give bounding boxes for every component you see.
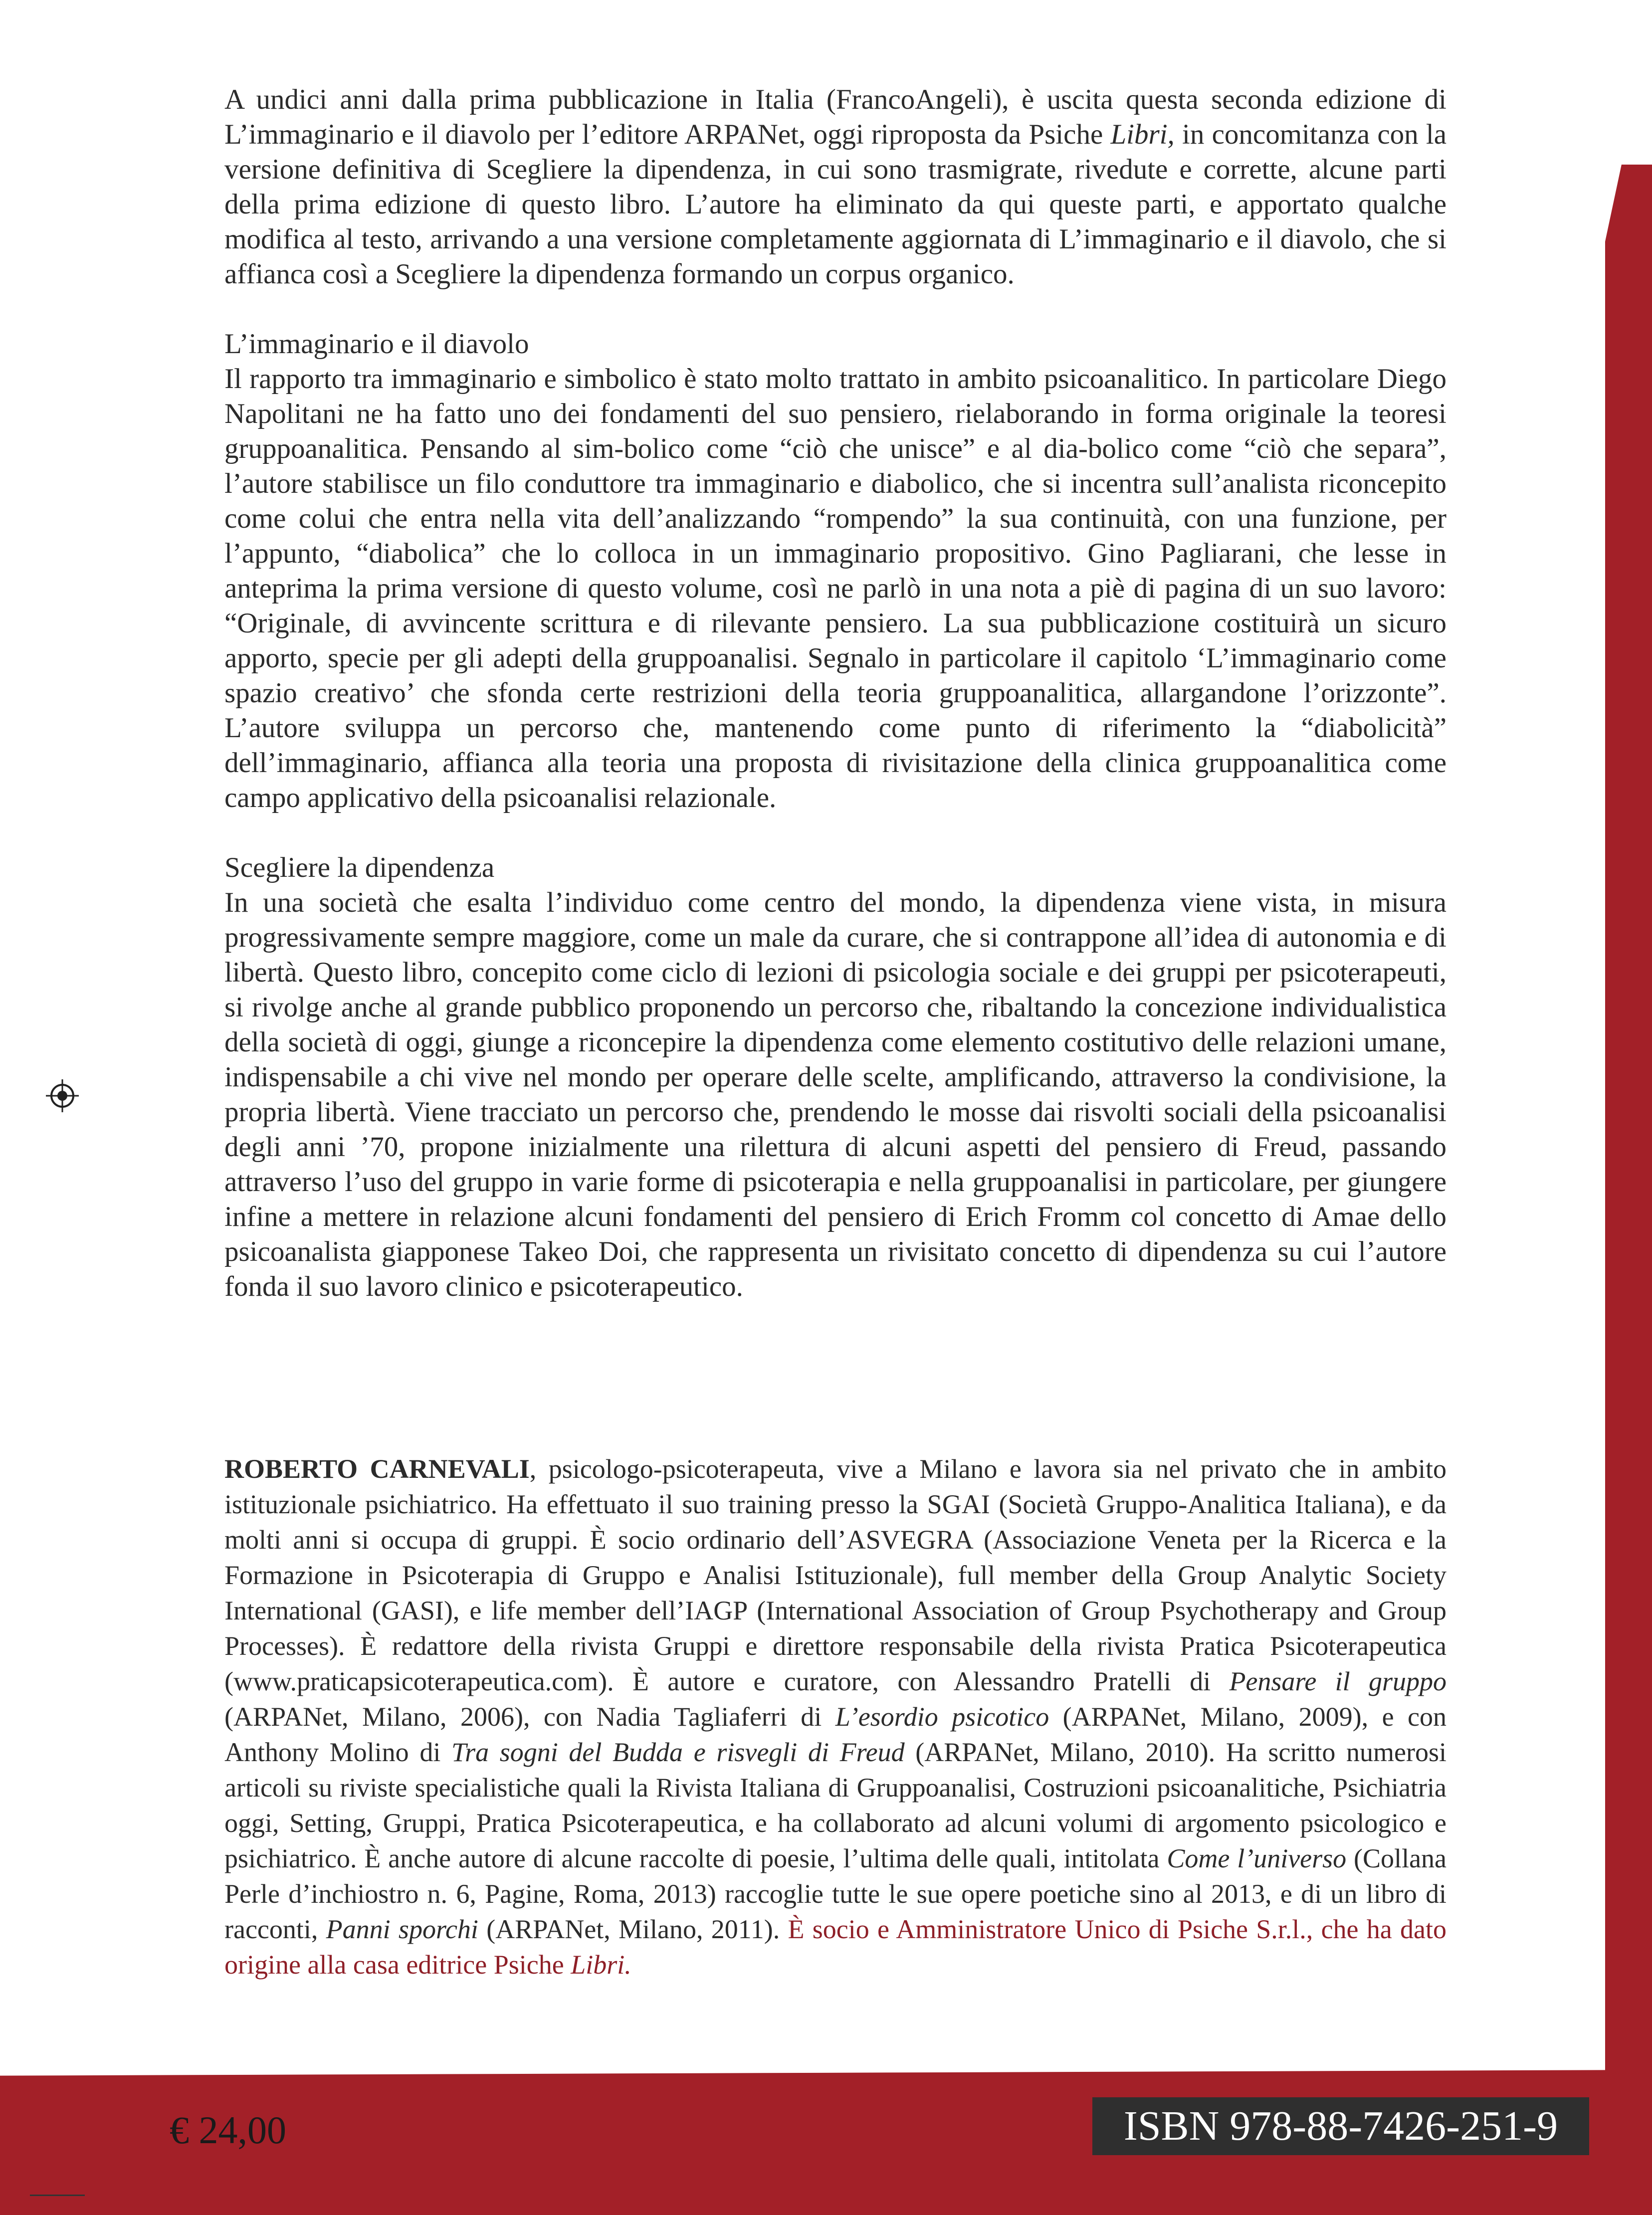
bio-publisher-note: È socio e Amministratore Unico di Psiche S.r.l., che ha dato origine alla casa editrice Psiche [224,1914,1446,1980]
red-side-band [1605,165,1652,2090]
bio-book-1: Pensare il gruppo [1229,1666,1446,1696]
author-bio [224,1451,1446,1983]
bio-text-4: (ARPANet, Milano, 2010). Ha scritto numerosi articoli su riviste specialistiche quali la Rivista Italiana di Gruppoanalisi, Costruzioni psicoanalitiche, Psichiatria oggi, Setting, Gruppi, Pratica Psicoterapeutica, e ha collaborato ad alcuni volumi di argomento psicologico e psichiatrico. È anche autore di alcune raccolte di poesie, l’ultima delle quali, intitolata [224,1737,1446,1873]
bio-book-4: Come l’universo [1167,1843,1347,1873]
author-name: ROBERTO CARNEVALI [224,1454,530,1484]
price-label: € 24,00 [170,2108,286,2152]
section-body-dipendenza: In una società che esalta l’individuo come centro del mondo, la dipendenza viene vista, in misura progressivamente sempre maggiore, come un male da curare, che si contrappone all’idea di autonomia e di libertà. Questo libro, concepito come ciclo di lezioni di psicologia sociale e dei gruppi per psicoterapeuti, si rivolge anche al grande pubblico proponendo un percorso che, ribaltando la concezione individualistica della società di oggi, giunge a riconcepire la dipendenza come elemento costitutivo delle relazioni umane, indispensabile a chi vive nel mondo per operare delle scelte, amplificando, attraverso la condivisione, la propria libertà. Viene tracciato un percorso che, prendendo le mosse dai risvolti sociali della psicoanalisi degli anni ’70, propone inizialmente una rilettura di alcuni aspetti del pensiero di Freud, passando attraverso l’uso del gruppo in varie forme di psicoterapia e nella gruppoanalisi in particolare, per giungere infine a mettere in relazione alcuni fondamenti del pensiero di Erich Fromm col concetto di Amae dello psicoanalista giapponese Takeo Doi, che rappresenta un rivisitato concetto di dipendenza su cui l’autore fonda il suo lavoro clinico e psicoterapeutico. [224,887,1446,1302]
bio-book-3: Tra sogni del Budda e risvegli di Freud [451,1737,905,1767]
back-cover-text [224,82,1446,1304]
section-heading-dipendenza: Scegliere la dipendenza [224,852,495,883]
bio-text-1: , psicologo-psicoterapeuta, vive a Milano e lavora sia nel privato che in ambito istituzionale psichiatrico. Ha effettuato il suo training presso la SGAI (Società Gruppo-Analitica Italiana), e da molti anni si occupa di gruppi. È socio ordinario dell’ASVEGRA (Associazione Veneta per la Ricerca e la Formazione in Psicoterapia di Gruppo e Analisi Istituzionale), full member della Group Analytic Society International (GASI), e life member dell’IAGP (International Association of Group Psychotherapy and Group Processes). È redattore della rivista Gruppi e direttore responsabile della rivista Pratica Psicoterapeutica (www.praticapsicoterapeutica.com). È autore e curatore, con Alessandro Pratelli di [224,1454,1446,1696]
intro-italic: Libri, [1110,119,1175,150]
bio-text-3: (ARPANet, Milano, 2009), e con Anthony Molino di [224,1702,1446,1767]
intro-text-tail: in concomitanza con la versione definitiva di Scegliere la dipendenza, in cui sono trasmigrate, rivedute e corrette, alcune parti della prima edizione di questo libro. L’autore ha eliminato da qui queste parti, e apportato qualche modifica al testo, arrivando a una versione completamente aggiornata di L’immaginario e il diavolo, che si affianca così a Scegliere la dipendenza formando un corpus organico. [224,119,1447,290]
section-body-immaginario: Il rapporto tra immaginario e simbolico è stato molto trattato in ambito psicoanalitico. In particolare Diego Napolitani ne ha fatto uno dei fondamenti del suo pensiero, rielaborando in forma originale la teoresi gruppoanalitica. Pensando al sim-bolico come “ciò che unisce” e al dia-bolico come “ciò che separa”, l’autore stabilisce un filo conduttore tra immaginario e diabolico, che si incentra sull’analista riconcepito come colui che entra nella vita dell’analizzando “rompendo” la sua continuità, con una funzione, per l’appunto, “diabolica” che lo colloca in un immaginario propositivo. Gino Pagliarani, che lesse in anteprima la prima versione di questo volume, così ne parlò in una nota a piè di pagina di un suo lavoro: “Originale, di avvincente scrittura e di rilevante pensiero. La sua pubblicazione costituirà un sicuro apporto, specie per gli adepti della gruppoanalisi. Segnalo in particolare il capitolo ‘L’immaginario come spazio creativo’ che sfonda certe restrizioni della teoria gruppoanalitica, allargandone l’orizzonte”. L’autore sviluppa un percorso che, mantenendo come punto di riferimento la “diabolicità” dell’immaginario, affianca alla teoria una proposta di rivisitazione della clinica gruppoanalitica come campo applicativo della psicoanalisi relazionale. [224,363,1446,813]
intro-text: A undici anni dalla prima pubblicazione in Italia (FrancoAngeli), è uscita questa seconda edizione di L’immaginario e il diavolo per l’editore ARPANet, oggi riproposta da Psiche [224,84,1446,150]
intro-paragraph [224,82,1446,292]
isbn-box: ISBN 978-88-7426-251-9 [1092,2097,1589,2155]
crop-mark [30,2195,85,2196]
bio-text-2: (ARPANet, Milano, 2006), con Nadia Tagliaferri di [224,1702,835,1732]
bio-book-5: Panni sporchi [326,1914,478,1944]
section-heading-immaginario: L’immaginario e il diavolo [224,328,529,360]
bio-text-6: (ARPANet, Milano, 2011). [478,1914,788,1944]
bio-text-5: (Collana Perle d’inchiostro n. 6, Pagine, Roma, 2013) raccoglie tutte le sue opere poetiche sino al 2013, e di un libro di racconti, [224,1843,1447,1944]
bio-book-2: L’esordio psicotico [835,1702,1049,1732]
registration-mark-icon [45,1078,80,1113]
bio-publisher-italic: Libri. [571,1950,631,1980]
